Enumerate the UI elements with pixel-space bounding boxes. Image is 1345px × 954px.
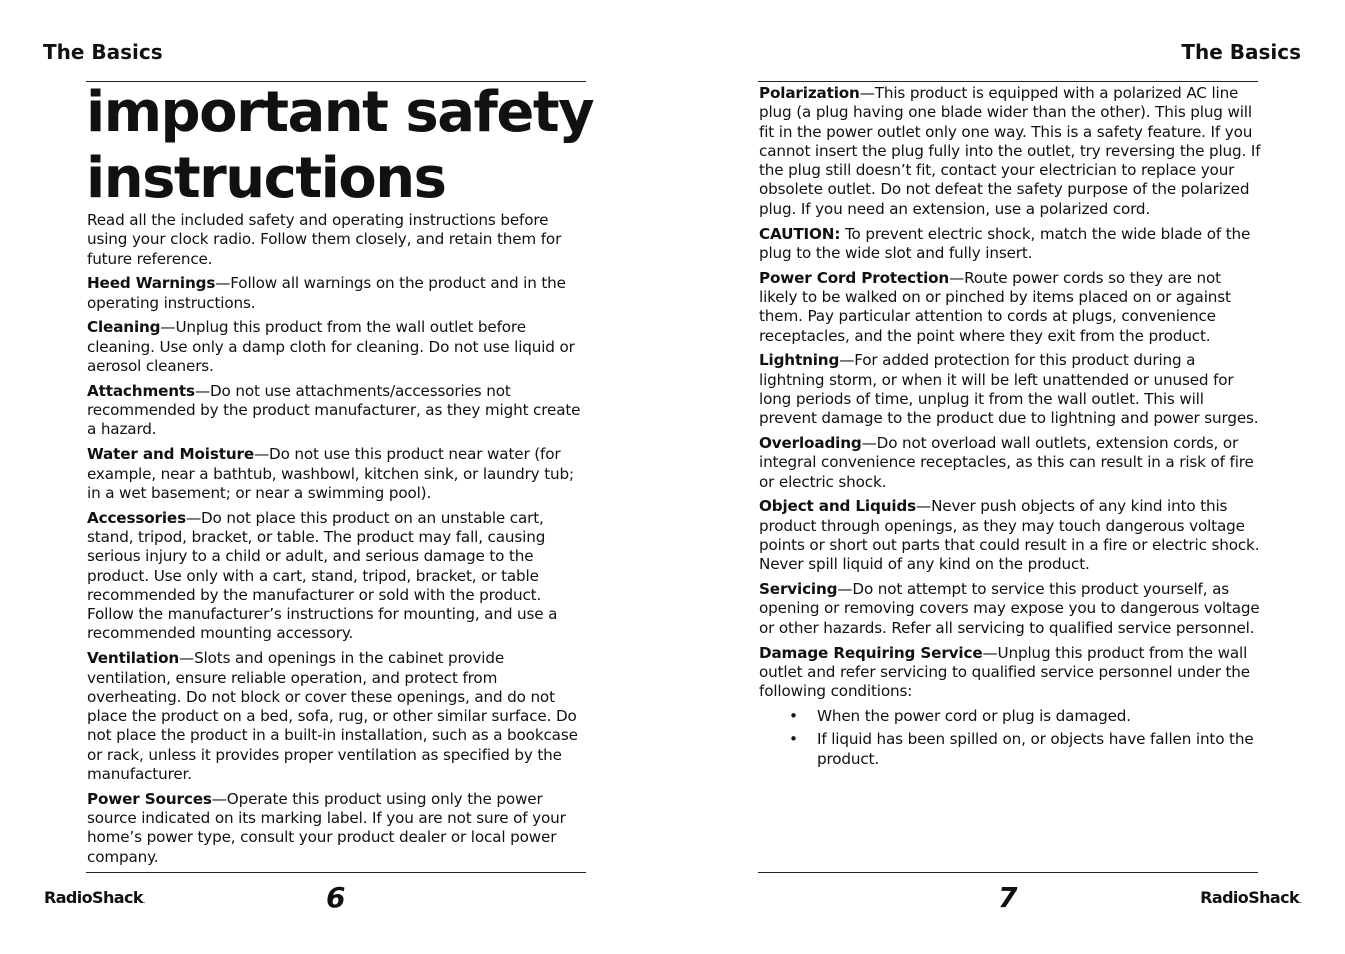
safety-item [759,269,1261,346]
intro-paragraph: Read all the included safety and operating instructions before using your clock radio. Follow them closely, and retain them for future reference. [87,211,562,268]
safety-item-text: —Route power cords so they are not likely to be walked on or pinched by items placed on or against them. Pay particular attention to cords at plugs, convenience receptacles, and the point where they exit from the product. [759,268,1231,345]
safety-item-term: Object and Liquids [759,497,917,516]
safety-item-text: —Unplug this product from the wall outlet before cleaning. Use only a damp cloth for cleaning. Do not use liquid or aerosol cleaners. [87,318,575,376]
right-brand-name: RadioShack [1200,888,1300,907]
safety-item [759,351,1261,428]
safety-item-text: —Do not use attachments/accessories not recommended by the product manufacturer, as they might create a hazard. [87,381,581,439]
left-section-header: The Basics [43,40,163,64]
safety-item-text: To prevent electric shock, match the wide blade of the plug to the wide slot and fully insert. [759,224,1251,262]
right-section-header: The Basics [1181,40,1301,64]
left-page-number: 6 [326,881,346,914]
safety-item-text: —Follow all warnings on the product and in the operating instructions. [87,274,566,312]
right-column [759,84,1261,773]
safety-item-term: Attachments [87,381,195,400]
safety-item [759,497,1261,574]
safety-item-text: —Never push objects of any kind into this product through openings, as they may touch dangerous voltage points or short out parts that could result in a fire or electric shock. Never spill liquid of any kind on the product. [759,497,1260,574]
safety-item [87,445,587,503]
safety-item-text: —Do not place this product on an unstable cart, stand, tripod, bracket, or table. The product may fall, causing serious injury to a child or adult, and serious damage to the product. Use only with a cart, stand, tripod, bracket, or table recommended by the manufacturer or sold with the product. Follow the manufacturer’s instructions for mounting, and use a recommended mounting accessory. [87,508,558,643]
safety-item-text: —Slots and openings in the cabinet provide ventilation, ensure reliable operation, and protect from overheating. Do not block or cover these openings, and do not place the product on a bed, sofa, rug, or other similar surface. Do not place the product in a built-in installation, such as a bookcase or rack, unless it provides proper ventilation as specified by the manufacturer. [87,649,578,784]
safety-item-term: CAUTION: [759,224,841,243]
page-title [86,80,606,212]
left-brand-logo: RadioShack. [44,888,145,907]
right-brand-logo: RadioShack. [1200,888,1301,907]
page-title-line1: important safety [86,80,594,145]
list-item: • When the power cord or plug is damaged. [817,707,1261,726]
safety-item [87,318,587,376]
safety-item [759,580,1261,638]
right-bottom-rule [758,872,1258,873]
left-bottom-rule [86,872,586,873]
right-page-number: 7 [998,881,1018,914]
safety-item [87,509,587,644]
right-top-rule [758,81,1258,82]
safety-item [759,434,1261,492]
safety-item [759,644,1261,702]
conditions-list [759,707,1261,769]
safety-item-term: Accessories [87,508,186,527]
safety-item-text: —Unplug this product from the wall outlet and refer servicing to qualified service personnel under the following conditions: [759,643,1250,701]
safety-item-term: Servicing [759,580,838,599]
safety-item-term: Damage Requiring Service [759,643,983,662]
left-brand-name: RadioShack [44,888,143,907]
safety-item-term: Overloading [759,434,862,453]
list-item: • If liquid has been spilled on, or objects have fallen into the product. [817,730,1261,769]
page-title-line2: instructions [86,146,446,211]
safety-item [87,790,587,867]
safety-item-text: —For added protection for this product during a lightning storm, or when it will be left unattended or unused for long periods of time, unplug it from the wall outlet. This will prevent damage to the product due to lightning and power surges. [759,351,1259,428]
safety-item [759,225,1261,264]
left-column [87,211,587,873]
safety-item-text: —Do not overload wall outlets, extension cords, or integral convenience receptacles, as this can result in a risk of fire or electric shock. [759,434,1254,491]
safety-item-term: Heed Warnings [87,274,216,293]
safety-item [87,382,587,440]
safety-item-term: Polarization [759,84,860,102]
safety-item [87,274,587,313]
safety-item-term: Ventilation [87,649,180,668]
safety-item-text: —Do not attempt to service this product yourself, as opening or removing covers may expose you to dangerous voltage or other hazards. Refer all servicing to qualified service personnel. [759,580,1260,637]
safety-item-text: —Do not use this product near water (for example, near a bathtub, washbowl, kitchen sink, or laundry tub; in a wet basement; or near a swimming pool). [87,445,574,502]
safety-item-term: Cleaning [87,318,161,337]
safety-item [759,84,1261,219]
safety-item-term: Lightning [759,351,840,370]
safety-item-text: —This product is equipped with a polarized AC line plug (a plug having one blade wider than the other). This plug will fit in the power outlet only one way. This is a safety feature. If you cannot insert the plug fully into the outlet, try reversing the plug. If the plug still doesn’t fit, contact your electrician to replace your obsolete outlet. Do not defeat the safety purpose of the polarized plug. If you need an extension, use a polarized cord. [759,84,1261,218]
safety-item-term: Water and Moisture [87,445,254,464]
safety-item-text: —Operate this product using only the power source indicated on its marking label. If you are not sure of your home’s power type, consult your product dealer or local power company. [87,789,566,866]
safety-item [87,649,587,784]
safety-item-term: Power Cord Protection [759,268,950,287]
safety-item-term: Power Sources [87,789,212,808]
